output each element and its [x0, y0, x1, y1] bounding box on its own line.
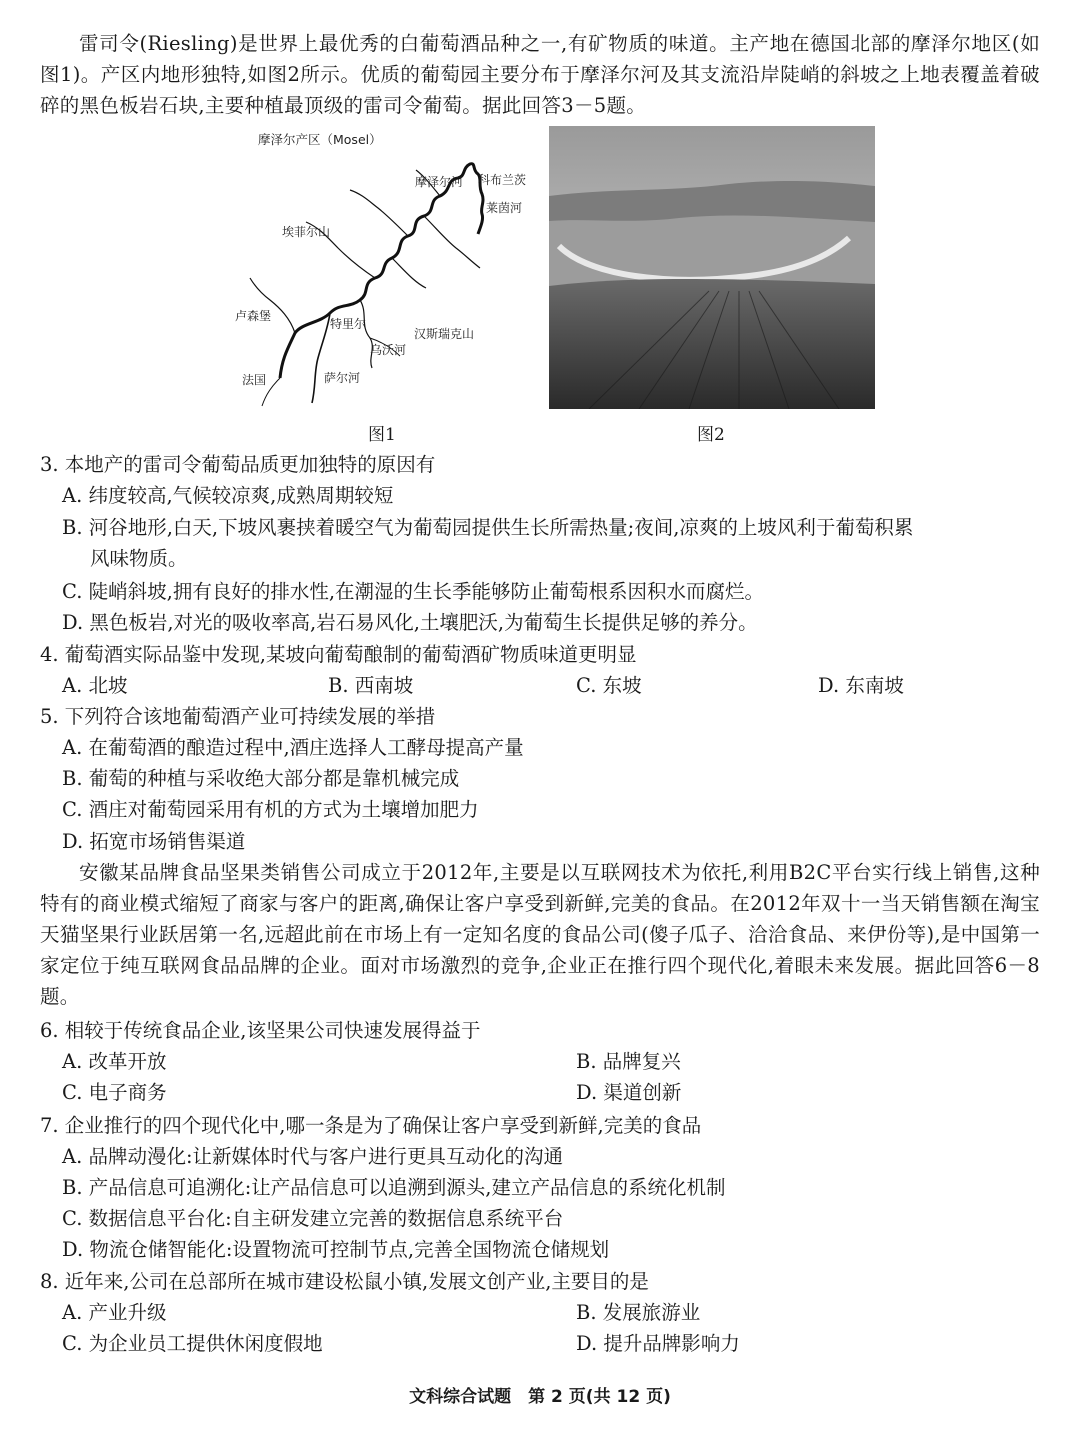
map-label-hunsruck: 汉斯瑞克山 [414, 327, 475, 341]
q3-option-c: C. 陡峭斜坡,拥有良好的排水性,在潮湿的生长季能够防止葡萄根系因积水而腐烂。 [62, 580, 765, 603]
q6-option-c: C. 电子商务 [62, 1081, 167, 1104]
page-footer: 文科综合试题 第 2 页(共 12 页) [409, 1387, 671, 1407]
q4-option-a: A. 北坡 [62, 674, 128, 697]
map-label-rhine: 莱茵河 [486, 201, 523, 215]
q7-option-b: B. 产品信息可追溯化:让产品信息可以追溯到源头,建立产品信息的系统化机制 [62, 1176, 726, 1199]
ruwer-river-line [360, 300, 372, 368]
tributary-line [350, 190, 408, 236]
q4-option-c: C. 东坡 [576, 674, 642, 697]
tributary-line [250, 278, 295, 333]
q8-option-c: C. 为企业员工提供休闲度假地 [62, 1332, 323, 1355]
map-label-france: 法国 [242, 373, 267, 387]
q4-stem: 4. 葡萄酒实际品鉴中发现,某坡向葡萄酿制的葡萄酒矿物质味道更明显 [40, 643, 637, 666]
intro-paragraph-nut-company: 安徽某品牌食品坚果类销售公司成立于2012年,主要是以互联网技术为依托,利用B2C平台实行线上销售,这种特有的商业模式缩短了商家与客户的距离,确保让客户享受到新鲜,完美的食品。在2012年双十一当天销售额在淘宝天猫坚果行业跃居第一名,远超此前在市场上有一定知名度的食品公司(傻子瓜子、洽洽食品、来伊份等),是中国第一家定位于纯互联网食品品牌的企业。面对市场激烈的竞争,企业正在推行四个现代化,着眼未来发展。据此回答6－8题。 [40, 861, 1040, 1008]
map-label-ruwer: 乌沃河 [370, 343, 407, 357]
q5-option-d: D. 拓宽市场销售渠道 [62, 830, 246, 853]
tributary-line [392, 258, 426, 288]
q6-stem: 6. 相较于传统食品企业,该坚果公司快速发展得益于 [40, 1019, 481, 1042]
tributary-line [424, 216, 480, 268]
q5-stem: 5. 下列符合该地葡萄酒产业可持续发展的举措 [40, 705, 436, 728]
q8-option-d: D. 提升品牌影响力 [576, 1332, 740, 1355]
q8-options-row1 [62, 1297, 1042, 1328]
q6-option-d: D. 渠道创新 [576, 1081, 682, 1104]
intro-paragraph-riesling: 雷司令(Riesling)是世界上最优秀的白葡萄酒品种之一,有矿物质的味道。主产地在德国北部的摩泽尔地区(如图1)。产区内地形独特,如图2所示。优质的葡萄园主要分布于摩泽尔河及其支流沿岸陡峭的斜坡之上地表覆盖着破碎的黑色板岩石块,主要种植最顶级的雷司令葡萄。据此回答3－5题。 [40, 32, 1040, 117]
map-label-luxembourg: 卢森堡 [235, 309, 272, 323]
q3-stem: 3. 本地产的雷司令葡萄品质更加独特的原因有 [40, 453, 436, 476]
q8-option-a: A. 产业升级 [62, 1301, 167, 1324]
mosel-map [210, 128, 540, 413]
figure1-caption: 图1 [368, 425, 396, 445]
q4-option-d: D. 东南坡 [818, 674, 904, 697]
q8-options-row2 [62, 1328, 1042, 1359]
q6-options-row2 [62, 1077, 1042, 1108]
q3-option-d: D. 黑色板岩,对光的吸收率高,岩石易风化,土壤肥沃,为葡萄生长提供足够的养分。 [62, 611, 758, 634]
map-label-moselle: 摩泽尔河 [415, 175, 464, 189]
q6-option-a: A. 改革开放 [62, 1050, 167, 1073]
q8-stem: 8. 近年来,公司在总部所在城市建设松鼠小镇,发展文创产业,主要目的是 [40, 1270, 649, 1293]
q4-option-b: B. 西南坡 [328, 674, 414, 697]
q7-option-d: D. 物流仓储智能化:设置物流可控制节点,完善全国物流仓储规划 [62, 1238, 610, 1261]
q7-stem: 7. 企业推行的四个现代化中,哪一条是为了确保让客户享受到新鲜,完美的食品 [40, 1114, 702, 1137]
q3-option-a: A. 纬度较高,气候较凉爽,成熟周期较短 [62, 484, 394, 507]
q5-option-a: A. 在葡萄酒的酿造过程中,酒庄选择人工酵母提高产量 [62, 736, 524, 759]
q6-options-row1 [62, 1046, 1042, 1077]
q4-options [62, 670, 1042, 701]
vineyard-photo [549, 126, 875, 409]
map-label-koblenz: 科布兰茨 [478, 173, 527, 187]
q8-option-b: B. 发展旅游业 [576, 1301, 701, 1324]
figure2-caption: 图2 [697, 425, 725, 445]
q7-option-a: A. 品牌动漫化:让新媒体时代与客户进行更具互动化的沟通 [62, 1145, 564, 1168]
map-label-eifel: 埃菲尔山 [282, 225, 331, 239]
map-title: 摩泽尔产区（Mosel） [258, 132, 382, 147]
q3-option-b-line2: 风味物质。 [90, 547, 188, 570]
q5-option-b: B. 葡萄的种植与采收绝大部分都是靠机械完成 [62, 767, 460, 790]
map-label-saar: 萨尔河 [324, 371, 361, 385]
q6-option-b: B. 品牌复兴 [576, 1050, 681, 1073]
saar-river-line [312, 313, 330, 403]
q3-option-b-line1: B. 河谷地形,白天,下坡风裹挟着暖空气为葡萄园提供生长所需热量;夜间,凉爽的上坡风利于葡萄积累 [62, 516, 914, 539]
q5-option-c: C. 酒庄对葡萄园采用有机的方式为土壤增加肥力 [62, 798, 479, 821]
map-label-trier: 特里尔 [330, 317, 367, 331]
q7-option-c: C. 数据信息平台化:自主研发建立完善的数据信息系统平台 [62, 1207, 564, 1230]
